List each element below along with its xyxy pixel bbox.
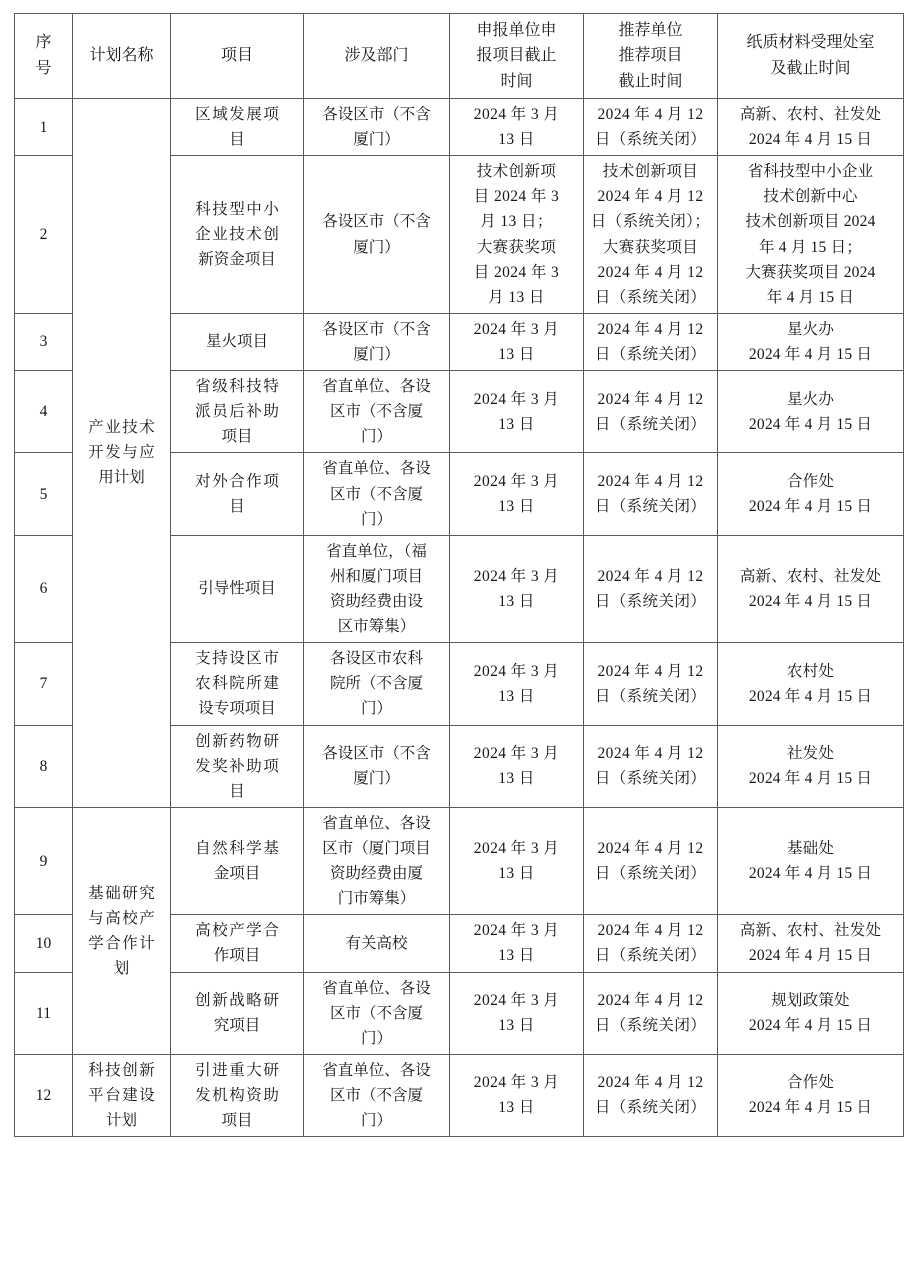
text-line: 各设区市（不含: [322, 320, 431, 338]
text-line: 2024 年 3 月: [473, 662, 560, 680]
cell-project-name: [171, 915, 304, 972]
text-line: 13 日: [498, 131, 535, 149]
cell-recommender-deadline: [584, 643, 718, 725]
cell-sequence-number: 9: [15, 807, 73, 914]
text-line: 号: [35, 60, 52, 77]
text-line: 门市筹集）: [337, 890, 416, 908]
text-line: 开发与应: [88, 444, 155, 462]
text-line: 2024 年 4 月 12: [597, 390, 704, 408]
cell-applicant-deadline: [450, 99, 584, 156]
text-line: 2024 年 3 月: [473, 1074, 560, 1092]
cell-paper-office-deadline: [718, 915, 904, 972]
table-row: [15, 807, 904, 914]
text-line: 创新药物研: [195, 732, 279, 750]
cell-applicant-deadline: [450, 453, 584, 535]
text-line: 13 日: [498, 592, 535, 610]
text-line: 用计划: [98, 469, 145, 487]
cell-project-name: [171, 972, 304, 1054]
text-line: 2024 年 4 月 15 日: [748, 415, 873, 433]
text-line: 涉及部门: [344, 47, 409, 65]
cell-plan-name: [73, 99, 171, 808]
text-line: 究项目: [213, 1017, 261, 1035]
column-header-dept: [304, 14, 450, 99]
cell-department: [304, 99, 450, 156]
text-line: 省科技型中小企业: [747, 163, 874, 181]
text-line: 计划名称: [89, 47, 154, 65]
text-line: 支持设区市: [195, 650, 279, 668]
text-line: 企业技术创: [195, 225, 279, 243]
text-line: 省直单位、各设: [322, 814, 431, 832]
cell-department: [304, 807, 450, 914]
column-header-plan: [73, 14, 171, 99]
text-line: 大赛获奖项: [476, 238, 557, 256]
text-line: 目 2024 年 3: [473, 263, 560, 281]
text-line: 2024 年 4 月 15 日: [748, 592, 873, 610]
text-line: 目: [229, 498, 245, 516]
text-line: 划: [113, 959, 130, 977]
cell-paper-office-deadline: [718, 972, 904, 1054]
cell-department: [304, 972, 450, 1054]
cell-project-name: [171, 156, 304, 314]
cell-sequence-number: 8: [15, 725, 73, 807]
text-line: 星火项目: [205, 333, 268, 351]
text-line: 2024 年 4 月 15 日: [748, 498, 873, 516]
text-line: 2024 年 3 月: [473, 745, 560, 763]
text-line: 创新战略研: [195, 992, 279, 1010]
text-line: 日（系统关闭）: [594, 498, 707, 516]
cell-sequence-number: 12: [15, 1054, 73, 1136]
cell-recommender-deadline: [584, 371, 718, 453]
text-line: 2024 年 4 月 15 日: [748, 865, 873, 883]
cell-project-name: [171, 313, 304, 370]
text-line: 门）: [360, 510, 392, 528]
cell-paper-office-deadline: [718, 807, 904, 914]
text-line: 日（系统关闭）: [594, 415, 707, 433]
text-line: 2024 年 4 月 12: [597, 662, 704, 680]
text-line: 推荐单位: [618, 21, 683, 39]
text-line: 门）: [360, 428, 392, 446]
text-line: 2024 年 4 月 15 日: [748, 687, 873, 705]
text-line: 2024 年 4 月 12: [597, 839, 704, 857]
text-line: 对外合作项: [195, 472, 279, 490]
column-header-seq: [15, 14, 73, 99]
schedule-table: [14, 13, 904, 1137]
text-line: 日（系统关闭）；: [590, 213, 711, 231]
text-line: 引进重大研: [195, 1061, 279, 1079]
text-line: 州和厦门项目: [329, 567, 423, 585]
text-line: 项目: [221, 428, 253, 446]
text-line: 时间: [500, 72, 533, 90]
text-line: 技术创新中心: [763, 188, 858, 206]
text-line: 2024 年 3 月: [473, 839, 560, 857]
cell-applicant-deadline: [450, 156, 584, 314]
text-line: 区市（不含厦: [329, 1086, 423, 1104]
text-line: 产业技术: [88, 419, 155, 437]
cell-applicant-deadline: [450, 725, 584, 807]
text-line: 星火办: [786, 320, 835, 338]
cell-department: [304, 915, 450, 972]
table-header-row: [15, 14, 904, 99]
text-line: 作项目: [213, 947, 261, 965]
text-line: 发奖补助项: [195, 757, 279, 775]
cell-paper-office-deadline: [718, 313, 904, 370]
text-line: 2024 年 4 月 15 日: [748, 947, 873, 965]
text-line: 序: [35, 34, 52, 52]
text-line: 2024 年 4 月 12: [597, 992, 704, 1010]
text-line: 年 4 月 15 日；: [759, 238, 862, 256]
cell-project-name: [171, 371, 304, 453]
text-line: 日（系统关闭）: [594, 1017, 707, 1035]
cell-applicant-deadline: [450, 915, 584, 972]
text-line: 2024 年 3 月: [473, 320, 560, 338]
text-line: 13 日: [498, 498, 535, 516]
cell-sequence-number: 10: [15, 915, 73, 972]
column-header-dec1: [450, 14, 584, 99]
text-line: 省直单位、各设: [322, 979, 431, 997]
text-line: 2024 年 4 月 15 日: [748, 345, 873, 363]
text-line: 2024 年 4 月 15 日: [748, 1017, 873, 1035]
text-line: 截止时间: [618, 72, 683, 90]
text-line: 2024 年 4 月 15 日: [748, 131, 873, 149]
text-line: 有关高校: [345, 934, 408, 952]
cell-project-name: [171, 453, 304, 535]
text-line: 2024 年 4 月 12: [597, 567, 704, 585]
cell-sequence-number: 7: [15, 643, 73, 725]
cell-recommender-deadline: [584, 99, 718, 156]
text-line: 2024 年 4 月 12: [597, 1074, 704, 1092]
text-line: 报项目截止: [476, 47, 557, 65]
cell-department: [304, 725, 450, 807]
text-line: 目 2024 年 3: [473, 188, 560, 206]
text-line: 厦门）: [353, 238, 400, 256]
text-line: 计划: [105, 1112, 137, 1130]
text-line: 2024 年 3 月: [473, 106, 560, 123]
text-line: 厦门）: [353, 345, 400, 363]
text-line: 学合作计: [88, 934, 155, 952]
text-line: 区市（不含厦: [329, 1004, 423, 1022]
text-line: 日（系统关闭）: [594, 131, 707, 149]
text-line: 月 13 日: [488, 288, 545, 306]
text-line: 2024 年 4 月 12: [597, 188, 704, 206]
text-line: 社发处: [786, 745, 835, 763]
text-line: 2024 年 3 月: [473, 922, 560, 940]
cell-applicant-deadline: [450, 1054, 584, 1136]
text-line: 及截止时间: [770, 60, 851, 77]
text-line: 农村处: [786, 662, 835, 680]
text-line: 各设区市（不含: [322, 745, 431, 763]
text-line: 区市（不含厦: [329, 403, 423, 421]
text-line: 省直单位、各设: [322, 378, 431, 396]
text-line: 2024 年 3 月: [473, 567, 560, 585]
cell-applicant-deadline: [450, 313, 584, 370]
cell-recommender-deadline: [584, 156, 718, 314]
cell-project-name: [171, 807, 304, 914]
text-line: 13 日: [498, 1099, 535, 1117]
text-line: 省直单位、各设: [322, 1061, 431, 1079]
cell-recommender-deadline: [584, 972, 718, 1054]
cell-sequence-number: 11: [15, 972, 73, 1054]
text-line: 2024 年 4 月 12: [597, 106, 704, 123]
text-line: 13 日: [498, 1017, 535, 1035]
text-line: 与高校产: [88, 909, 155, 927]
cell-paper-office-deadline: [718, 725, 904, 807]
cell-project-name: [171, 643, 304, 725]
cell-recommender-deadline: [584, 725, 718, 807]
text-line: 金项目: [213, 865, 261, 883]
cell-paper-office-deadline: [718, 99, 904, 156]
column-header-paper: [718, 14, 904, 99]
text-line: 院所（不含厦: [329, 675, 423, 693]
text-line: 日（系统关闭）: [594, 1099, 707, 1117]
cell-project-name: [171, 1054, 304, 1136]
table-row: [15, 1054, 904, 1136]
cell-recommender-deadline: [584, 535, 718, 642]
cell-applicant-deadline: [450, 535, 584, 642]
cell-applicant-deadline: [450, 972, 584, 1054]
text-line: 高新、农村、社发处: [739, 922, 882, 940]
text-line: 各设区市农科: [329, 650, 423, 668]
text-line: 申报单位申: [476, 21, 557, 39]
text-line: 项目: [221, 1112, 253, 1130]
cell-department: [304, 453, 450, 535]
column-header-proj: [171, 14, 304, 99]
text-line: 2024 年 4 月 12: [597, 320, 704, 338]
text-line: 月 13 日；: [480, 213, 553, 231]
cell-sequence-number: 2: [15, 156, 73, 314]
cell-applicant-deadline: [450, 643, 584, 725]
text-line: 13 日: [498, 415, 535, 433]
text-line: 科技型中小: [195, 200, 279, 218]
text-line: 13 日: [498, 947, 535, 965]
cell-paper-office-deadline: [718, 1054, 904, 1136]
cell-department: [304, 643, 450, 725]
text-line: 日（系统关闭）: [594, 592, 707, 610]
text-line: 日（系统关闭）: [594, 770, 707, 788]
text-line: 2024 年 4 月 15 日: [748, 770, 873, 788]
text-line: 2024 年 3 月: [473, 992, 560, 1010]
text-line: 引导性项目: [198, 580, 276, 598]
cell-project-name: [171, 725, 304, 807]
cell-project-name: [171, 535, 304, 642]
text-line: 平台建设: [88, 1086, 155, 1104]
text-line: 各设区市（不含: [322, 213, 431, 231]
text-line: 2024 年 4 月 12: [597, 472, 704, 490]
text-line: 目: [229, 131, 245, 149]
text-line: 派员后补助: [195, 403, 279, 421]
cell-project-name: [171, 99, 304, 156]
text-line: 推荐项目: [618, 47, 683, 65]
text-line: 高新、农村、社发处: [739, 106, 882, 123]
text-line: 纸质材料受理处室: [746, 34, 875, 52]
cell-recommender-deadline: [584, 1054, 718, 1136]
text-line: 2024 年 4 月 12: [597, 745, 704, 763]
text-line: 农科院所建: [195, 675, 279, 693]
text-line: 2024 年 3 月: [473, 390, 560, 408]
text-line: 基础处: [786, 839, 835, 857]
text-line: 技术创新项: [476, 163, 557, 181]
text-line: 日（系统关闭）: [594, 865, 707, 883]
text-line: 合作处: [786, 1074, 835, 1092]
text-line: 13 日: [498, 345, 535, 363]
cell-sequence-number: 4: [15, 371, 73, 453]
text-line: 星火办: [786, 390, 835, 408]
text-line: 区市筹集）: [337, 618, 416, 636]
cell-applicant-deadline: [450, 371, 584, 453]
cell-department: [304, 535, 450, 642]
cell-plan-name: [73, 807, 171, 1054]
text-line: 科技创新: [88, 1061, 155, 1079]
cell-sequence-number: 5: [15, 453, 73, 535]
text-line: 项目: [220, 47, 253, 65]
text-line: 区市（不含厦: [329, 485, 423, 503]
cell-paper-office-deadline: [718, 535, 904, 642]
text-line: 技术创新项目: [602, 163, 699, 181]
cell-paper-office-deadline: [718, 371, 904, 453]
text-line: 2024 年 4 月 12: [597, 263, 704, 281]
text-line: 门）: [360, 700, 392, 718]
text-line: 新资金项目: [198, 251, 276, 269]
text-line: 门）: [360, 1112, 392, 1130]
text-line: 资助经费由厦: [329, 865, 423, 883]
cell-recommender-deadline: [584, 807, 718, 914]
text-line: 大赛获奖项目: [602, 238, 699, 256]
text-line: 日（系统关闭）: [594, 288, 707, 306]
text-line: 高校产学合: [195, 922, 279, 940]
text-line: 技术创新项目 2024: [745, 213, 876, 231]
cell-applicant-deadline: [450, 807, 584, 914]
text-line: 设专项项目: [198, 700, 276, 718]
text-line: 厦门）: [353, 770, 400, 788]
cell-sequence-number: 1: [15, 99, 73, 156]
text-line: 2024 年 4 月 15 日: [748, 1099, 873, 1117]
text-line: 日（系统关闭）: [594, 345, 707, 363]
text-line: 省直单位、各设: [322, 460, 431, 478]
cell-paper-office-deadline: [718, 453, 904, 535]
table-row: [15, 99, 904, 156]
cell-sequence-number: 3: [15, 313, 73, 370]
cell-paper-office-deadline: [718, 643, 904, 725]
cell-paper-office-deadline: [718, 156, 904, 314]
text-line: 规划政策处: [771, 992, 850, 1010]
text-line: 区域发展项: [195, 106, 279, 123]
text-line: 区市（厦门项目: [322, 839, 431, 857]
text-line: 13 日: [498, 687, 535, 705]
text-line: 13 日: [498, 770, 535, 788]
cell-department: [304, 156, 450, 314]
text-line: 基础研究: [88, 884, 155, 902]
text-line: 合作处: [786, 472, 835, 490]
cell-sequence-number: 6: [15, 535, 73, 642]
text-line: 门）: [360, 1029, 392, 1047]
text-line: 2024 年 3 月: [473, 472, 560, 490]
text-line: 高新、农村、社发处: [739, 567, 882, 585]
text-line: 2024 年 4 月 12: [597, 922, 704, 940]
text-line: 省直单位，（福: [326, 542, 427, 560]
text-line: 目: [229, 782, 245, 800]
column-header-dec2: [584, 14, 718, 99]
cell-department: [304, 1054, 450, 1136]
text-line: 自然科学基: [195, 839, 279, 857]
cell-recommender-deadline: [584, 915, 718, 972]
text-line: 年 4 月 15 日: [766, 288, 855, 306]
text-line: 日（系统关闭）: [594, 947, 707, 965]
text-line: 日（系统关闭）: [594, 687, 707, 705]
text-line: 厦门）: [353, 131, 400, 149]
text-line: 省级科技特: [195, 378, 279, 396]
text-line: 13 日: [498, 865, 535, 883]
text-line: 各设区市（不含: [322, 106, 431, 123]
text-line: 大赛获奖项目 2024: [745, 263, 876, 281]
text-line: 资助经费由设: [329, 592, 423, 610]
cell-department: [304, 371, 450, 453]
cell-plan-name: [73, 1054, 171, 1136]
cell-recommender-deadline: [584, 313, 718, 370]
text-line: 发机构资助: [195, 1086, 279, 1104]
cell-recommender-deadline: [584, 453, 718, 535]
cell-department: [304, 313, 450, 370]
